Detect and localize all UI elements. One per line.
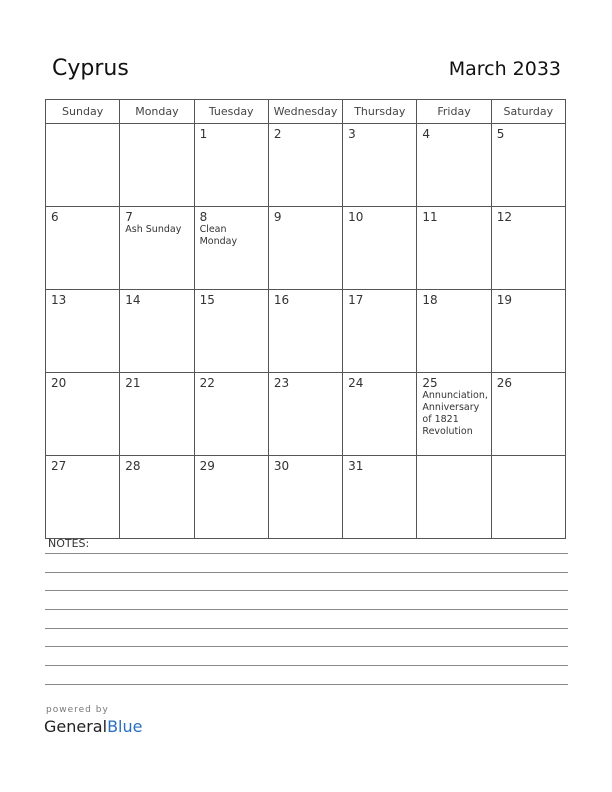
- day-cell: [120, 456, 194, 539]
- day-cell: [46, 373, 120, 456]
- day-number: 8: [199, 210, 208, 224]
- day-cell: [46, 456, 120, 539]
- day-number: 12: [496, 210, 512, 224]
- day-cell: [46, 207, 120, 290]
- week-row: [46, 124, 566, 207]
- brand-logo: [44, 717, 142, 736]
- day-cell: [194, 456, 268, 539]
- day-number: 13: [51, 293, 67, 307]
- notes-label: NOTES:: [48, 537, 90, 550]
- day-number: 30: [273, 459, 290, 473]
- day-cell: [417, 207, 491, 290]
- notes-line: [45, 665, 568, 666]
- day-number: 25: [422, 376, 438, 390]
- day-number: 23: [273, 376, 290, 390]
- day-cell: [417, 456, 491, 539]
- day-number: 14: [125, 293, 141, 307]
- holiday-label: Ash Sunday: [125, 224, 182, 235]
- notes-line: [45, 628, 568, 629]
- day-cell: [268, 207, 342, 290]
- day-number: 7: [125, 210, 133, 224]
- day-cell: [491, 207, 565, 290]
- day-number: 15: [199, 293, 215, 307]
- holiday-label: Annunciation, Anniversary of 1821 Revolution: [422, 390, 488, 437]
- day-number: 4: [422, 127, 431, 141]
- day-number: 6: [51, 210, 59, 224]
- day-number: 22: [199, 376, 215, 390]
- day-cell: [343, 207, 417, 290]
- day-number: 31: [348, 459, 364, 473]
- day-number: 5: [496, 127, 505, 141]
- weekday-header: Thursday: [343, 100, 417, 124]
- week-row: [46, 290, 566, 373]
- weekday-header: Tuesday: [194, 100, 268, 124]
- day-cell: [268, 456, 342, 539]
- day-number: 1: [199, 127, 208, 141]
- day-cell: [46, 290, 120, 373]
- day-number: 11: [422, 210, 438, 224]
- day-cell: [268, 290, 342, 373]
- day-cell: [194, 207, 268, 290]
- weekday-header: Sunday: [46, 100, 120, 124]
- weekday-header: Wednesday: [268, 100, 342, 124]
- day-cell: [194, 124, 268, 207]
- powered-by-text: powered by: [46, 705, 109, 715]
- day-number: 29: [199, 459, 215, 473]
- day-number: 27: [51, 459, 67, 473]
- day-cell: [343, 290, 417, 373]
- holiday-label: Clean Monday: [199, 224, 238, 247]
- day-number: 24: [348, 376, 364, 390]
- week-row: [46, 207, 566, 290]
- calendar-country-title: Cyprus: [52, 56, 129, 81]
- day-cell: [491, 290, 565, 373]
- notes-line: [45, 684, 568, 685]
- brand-name-part1: General: [44, 717, 108, 736]
- day-cell: [343, 373, 417, 456]
- day-number: 18: [422, 293, 438, 307]
- day-number: 26: [496, 376, 512, 390]
- day-number: 10: [348, 210, 364, 224]
- day-cell: [417, 373, 491, 456]
- day-number: 17: [348, 293, 364, 307]
- day-number: 28: [125, 459, 141, 473]
- week-row: [46, 456, 566, 539]
- day-number: 19: [496, 293, 512, 307]
- day-cell: [46, 124, 120, 207]
- day-cell: [268, 373, 342, 456]
- day-cell: [194, 290, 268, 373]
- brand-name-part2: Blue: [107, 717, 143, 736]
- notes-line: [45, 646, 568, 647]
- day-cell: [343, 456, 417, 539]
- day-cell: [120, 124, 194, 207]
- calendar-grid: [45, 99, 566, 539]
- day-cell: [417, 124, 491, 207]
- weekday-header: Friday: [417, 100, 491, 124]
- day-cell: [343, 124, 417, 207]
- day-number: 9: [273, 210, 282, 224]
- notes-line: [45, 590, 568, 591]
- weekday-header: Saturday: [491, 100, 565, 124]
- day-cell: [417, 290, 491, 373]
- weekday-header-row: [46, 100, 566, 124]
- day-number: 2: [273, 127, 282, 141]
- day-number: 20: [51, 376, 67, 390]
- notes-line: [45, 572, 568, 573]
- day-cell: [491, 373, 565, 456]
- day-cell: [491, 124, 565, 207]
- day-cell: [120, 373, 194, 456]
- day-number: 21: [125, 376, 141, 390]
- notes-line: [45, 609, 568, 610]
- day-cell: [491, 456, 565, 539]
- day-number: 16: [273, 293, 290, 307]
- day-cell: [268, 124, 342, 207]
- notes-line: [45, 553, 568, 554]
- day-cell: [120, 290, 194, 373]
- day-cell: [194, 373, 268, 456]
- day-cell: [120, 207, 194, 290]
- day-number: 3: [348, 127, 356, 141]
- weekday-header: Monday: [120, 100, 194, 124]
- week-row: [46, 373, 566, 456]
- calendar-month-title: March 2033: [448, 58, 561, 80]
